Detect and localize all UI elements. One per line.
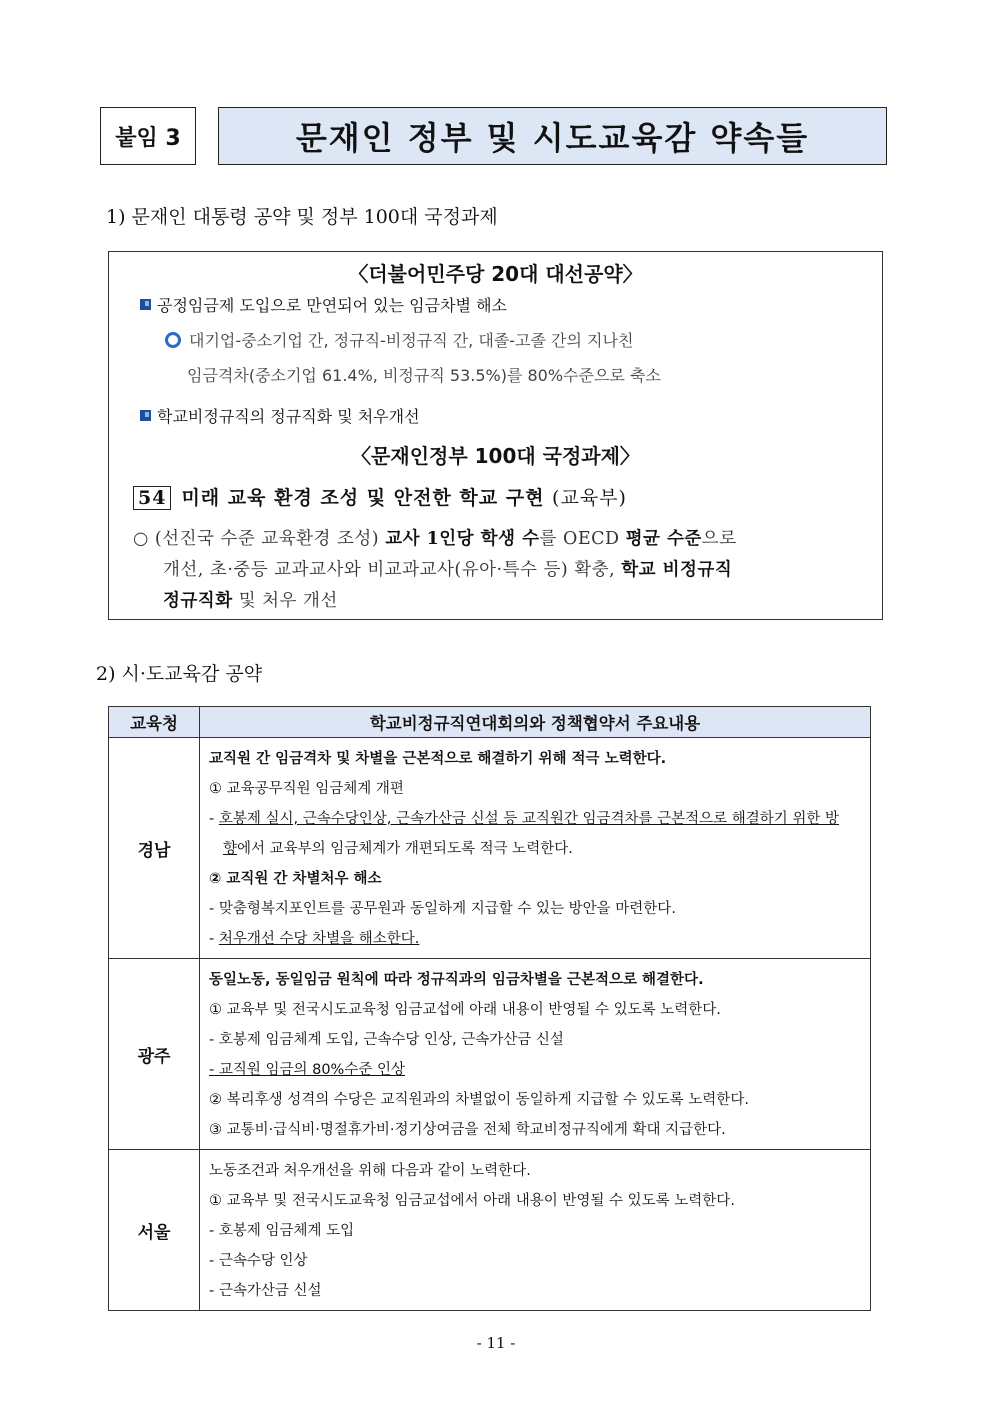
content-line: ② 복리후생 성격의 수당은 교직원과의 차별없이 동일하게 지급할 수 있도록 노력한다. — [209, 1092, 749, 1108]
task-title: 미래 교육 환경 조성 및 안전한 학교 구현 — [181, 487, 545, 509]
task-detail-bold: 교사 1인당 학생 수 — [385, 529, 540, 549]
content-line: ① 교육부 및 전국시도교육청 임금교섭에서 아래 내용이 반영될 수 있도록 노력한다. — [209, 1193, 735, 1209]
party-pledges-title: 〈더불어민주당 20대 대선공약〉 — [348, 262, 643, 286]
task-detail-bold: 학교 비정규직 — [621, 560, 733, 580]
content-line: ① 교육공무직원 임금체계 개편 — [209, 781, 404, 797]
flag-bullet-icon — [140, 410, 151, 421]
content-cell — [200, 738, 871, 959]
content-line: - 호봉제 임금체계 도입 — [209, 1223, 355, 1239]
content-line-underlined: 향 — [223, 841, 238, 857]
ring-bullet-icon — [165, 332, 181, 348]
task-detail — [133, 524, 737, 617]
content-line: 동일노동, 동일임금 원칙에 따라 정규직과의 임금차별을 근본적으로 해결한다. — [209, 972, 704, 988]
content-line: 에서 교육부의 임금체계가 개편되도록 적극 노력한다. — [237, 841, 573, 857]
content-cell — [200, 1150, 871, 1311]
table-row — [109, 1150, 871, 1311]
content-cell — [200, 959, 871, 1150]
region-cell: 광주 — [109, 959, 200, 1150]
pledge-item-2 — [140, 404, 420, 427]
pledge-item-1-text: 공정임금제 도입으로 만연되어 있는 임금차별 해소 — [157, 296, 508, 315]
task-ministry: (교육부) — [552, 487, 627, 509]
content-line: - 호봉제 임금체계 도입, 근속수당 인상, 근속가산금 신설 — [209, 1032, 564, 1048]
task-detail-text: 를 OECD — [539, 529, 626, 549]
region-cell: 서울 — [109, 1150, 200, 1311]
page-number: - 11 - — [476, 1334, 516, 1352]
attachment-tag: 붙임 3 — [100, 107, 196, 165]
content-line: ③ 교통비·급식비·명절휴가비·정기상여금을 전체 학교비정규직에게 확대 지급한다. — [209, 1122, 726, 1138]
section1-heading: 1) 문재인 대통령 공약 및 정부 100대 국정과제 — [106, 206, 498, 228]
national-tasks-title: 〈문재인정부 100대 국정과제〉 — [351, 444, 640, 468]
pledge-item-1 — [140, 293, 507, 316]
content-line: ② 교직원 간 차별처우 해소 — [209, 871, 382, 887]
region-cell: 경남 — [109, 738, 200, 959]
pledge-sub-line-1: 대기업-중소기업 간, 정규직-비정규직 간, 대졸-고졸 간의 지나친 — [189, 331, 634, 350]
task-detail-text: ○ (선진국 수준 교육환경 조성) — [133, 529, 386, 549]
pledge-item-2-text: 학교비정규직의 정규직화 및 처우개선 — [157, 407, 420, 426]
column-header-region: 교육청 — [109, 707, 200, 738]
column-header-content: 학교비정규직연대회의와 정책협약서 주요내용 — [200, 707, 871, 738]
agreements-table — [108, 706, 871, 1311]
task-detail-text: 으로 — [701, 529, 737, 549]
task-number-badge: 54 — [133, 486, 171, 510]
task-detail-bold: 정규직화 — [163, 591, 233, 611]
content-line: - 맞춤형복지포인트를 공무원과 동일하게 지급할 수 있는 방안을 마련한다. — [209, 901, 676, 917]
task-detail-text: 및 처우 개선 — [232, 591, 338, 611]
page-title: 문재인 정부 및 시도교육감 약속들 — [218, 107, 887, 165]
content-line: 노동조건과 처우개선을 위해 다음과 같이 노력한다. — [209, 1163, 531, 1179]
flag-bullet-icon — [140, 299, 151, 310]
table-row — [109, 738, 871, 959]
content-line-underlined: 호봉제 실시, 근속수당인상, 근속가산금 신설 등 교직원간 임금격차를 근본적으로 해결하기 위한 방 — [218, 811, 840, 827]
content-line-underlined: - 교직원 임금의 80%수준 인상 — [209, 1062, 405, 1078]
content-line: - 근속수당 인상 — [209, 1253, 308, 1269]
content-line: - 근속가산금 신설 — [209, 1283, 322, 1299]
content-line: ① 교육부 및 전국시도교육청 임금교섭에 아래 내용이 반영될 수 있도록 노력한다. — [209, 1002, 721, 1018]
pledge-item-1-sub-1 — [165, 328, 633, 351]
task-54 — [133, 483, 627, 510]
table-header-row — [109, 707, 871, 738]
pledge-sub-line-2: 임금격차(중소기업 61.4%, 비정규직 53.5%)를 80%수준으로 축소 — [187, 366, 661, 385]
content-line: - — [209, 931, 219, 947]
section2-heading: 2) 시·도교육감 공약 — [96, 663, 263, 685]
content-line: - — [209, 811, 219, 827]
table-row — [109, 959, 871, 1150]
content-line: 교직원 간 임금격차 및 차별을 근본적으로 해결하기 위해 적극 노력한다. — [209, 751, 667, 767]
pledge-box — [108, 251, 883, 620]
task-detail-bold: 평균 수준 — [625, 529, 702, 549]
task-detail-text: 개선, 초·중등 교과교사와 비교과교사(유아·특수 등) 확충, — [163, 560, 622, 580]
content-line-underlined: 처우개선 수당 차별을 해소한다. — [218, 931, 420, 947]
